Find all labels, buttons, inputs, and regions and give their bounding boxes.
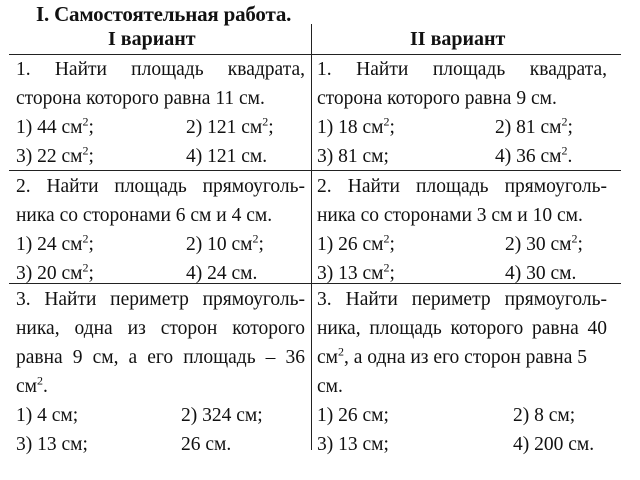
options-row [317,401,607,430]
option-4: 26 см. [181,434,232,455]
option-4: 4) 24 см. [186,263,258,284]
option-1: 1) 44 $см^2$; [16,114,94,138]
options-row [16,259,305,288]
options-row [317,430,607,459]
page-title: I. Самостоятельная работа. [36,2,292,26]
v1-task-3 [16,285,305,459]
option-4: 4) 30 см. [505,263,577,284]
option-3: 3) 13 см; [317,434,389,455]
option-3: 3) 13 $см^2$; [317,260,395,284]
question-line: ника, площадь которого равна 40 [317,318,607,339]
option-2: 2) 8 см; [513,405,576,426]
option-1: 1) 26 $см^2$; [317,231,395,255]
v1-task-2 [16,172,305,288]
question-line: 2. Найти площадь прямоуголь- [16,176,305,197]
option-3: 3) 81 см; [317,146,389,167]
option-2: 2) 121 $см^2$; [186,114,274,138]
option-2: 2) 81 $см^2$; [495,114,573,138]
variant-2-header: II вариант [410,28,506,50]
variant-1-header: I вариант [108,28,196,50]
question-line: равна 9 см, а его площадь – 36 [16,347,305,368]
column-divider [311,24,312,450]
options-row [16,401,305,430]
question-line: 3. Найти периметр прямоуголь- [16,289,305,310]
options-row [317,113,607,142]
option-3: 3) 13 см; [16,434,88,455]
question-line: 3. Найти периметр прямоуголь- [317,289,607,310]
options-row [317,230,607,259]
question-line: $см^2$. [16,373,48,397]
options-row [317,142,607,171]
option-1: 1) 26 см; [317,405,389,426]
question-line: 1. Найти площадь квадрата, [16,59,305,80]
option-1: 1) 18 $см^2$; [317,114,395,138]
options-row [16,113,305,142]
v2-task-1 [317,55,607,171]
option-1: 1) 4 см; [16,405,79,426]
options-row [16,230,305,259]
question-line: см. [317,376,343,397]
option-4: 4) 36 $см^2$. [495,143,573,167]
option-3: 3) 22 $см^2$; [16,143,94,167]
question-line: 2. Найти площадь прямоуголь- [317,176,607,197]
options-row [317,259,607,288]
option-2: 2) 30 $см^2$; [505,231,583,255]
options-row [16,430,305,459]
v1-task-1 [16,55,305,171]
v2-task-3 [317,285,607,459]
v2-task-2 [317,172,607,288]
question-line: 1. Найти площадь квадрата, [317,59,607,80]
question-line: сторона которого равна 9 см. [317,88,557,109]
question-line: ника со сторонами 6 см и 4 см. [16,205,273,226]
option-3: 3) 20 $см^2$; [16,260,94,284]
option-4: 4) 121 см. [186,146,268,167]
option-2: 2) 324 см; [181,405,263,426]
question-line: $см^2$, а одна из его сторон равна 5 [317,344,587,368]
options-row [16,142,305,171]
question-line: ника со сторонами 3 см и 10 см. [317,205,583,226]
question-line: ника, одна из сторон которого [16,318,305,339]
question-line: сторона которого равна 11 см. [16,88,265,109]
option-4: 4) 200 см. [513,434,595,455]
option-1: 1) 24 $см^2$; [16,231,94,255]
option-2: 2) 10 $см^2$; [186,231,264,255]
